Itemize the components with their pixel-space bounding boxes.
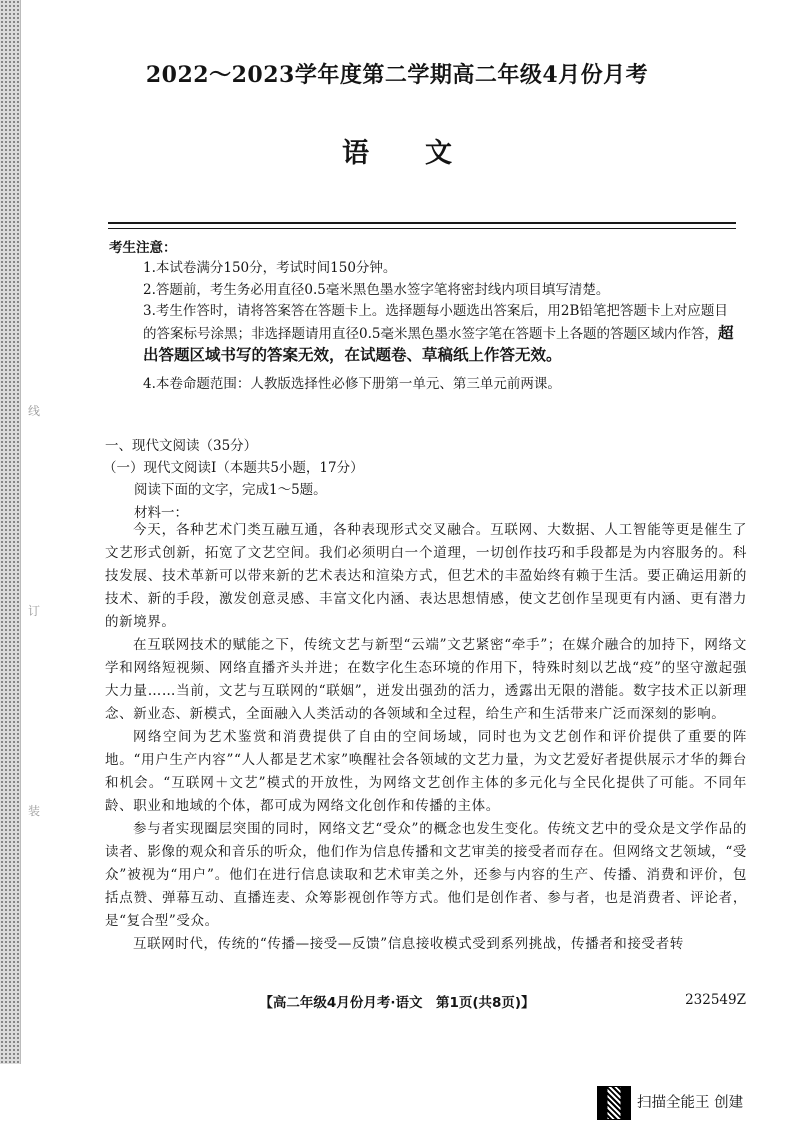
passage-paragraph: 互联网时代，传统的“传播—接受—反馈”信息接收模式受到系列挑战，传播者和接受者转 [133,936,684,952]
scanner-watermark: 扫描全能王 创建 [637,1095,744,1111]
seal-mark: 订 [27,604,40,618]
passage-paragraph: 网络空间为艺术鉴赏和消费提供了自由的空间场域，同时也为文艺创作和评价提供了重要的阵地。“用户生产内容”“人人都是艺术家”唤醒社会各领域的文艺力量，为文艺爱好者提供展示才华的舞台和机会。“互联网＋文艺”模式的开放性，为网络文艺创作主体的多元化与全民化提供了可能。不同年龄、职业和地域的个体，都可成为网络文化创作和传播的主体。 [105,729,747,814]
passage-paragraph: 今天，各种艺术门类互融互通，各种表现形式交叉融合。互联网、大数据、人工智能等更是催生了文艺形式创新，拓宽了文艺空间。我们必须明白一个道理，一切创作技巧和手段都是为内容服务的。科技发展、技术革新可以带来新的艺术表达和渲染方式，但艺术的丰盈始终有赖于生活。要正确运用新的技术、新的手段，激发创意灵感、丰富文化内涵、表达思想情感，使文艺创作呈现更有内涵、更有潜力的新境界。 [105,522,747,630]
passage-body [105,519,747,956]
material-label: 材料一： [134,505,188,521]
notice-list [143,258,739,395]
seal-mark: 线 [27,404,40,418]
exam-title: 2022～2023学年度第二学期高二年级4月份月考 [145,62,649,88]
notice-heading: 考生注意： [109,240,177,256]
passage-paragraph: 参与者实现圈层突围的同时，网络文艺“受众”的概念也发生变化。传统文艺中的受众是文学作品的读者、影像的观众和音乐的听众，他们作为信息传播和文艺审美的接受者而存在。但网络文艺领域，“受众”被视为“用户”。他们在进行信息读取和艺术审美之外，还参与内容的生产、传播、消费和评价，包括点赞、弹幕互动、直播连麦、众筹影视创作等方式。他们是创作者、参与者，也是消费者、评论者，是“复合型”受众。 [105,821,747,929]
paper-code: 232549Z [685,992,746,1008]
notice-item: 4.本卷命题范围：人教版选择性必修下册第一单元、第三单元前两课。 [143,375,561,392]
notice-item-emphasis: 超出答题区域书写的答案无效，在试题卷、草稿纸上作答无效。 [143,323,734,364]
notice-item [143,301,739,368]
notice-item: 2.答题前，考生务必用直径0.5毫米黑色墨水签字笔将密封线内项目填写清楚。 [143,281,610,298]
header-rule [108,222,736,224]
part-heading: （一）现代文阅读Ⅰ（本题共5小题，17分） [103,460,364,476]
passage-paragraph: 在互联网技术的赋能之下，传统文艺与新型“云端”文艺紧密“牵手”；在媒介融合的加持下，网络文学和网络短视频、网络直播齐头并进；在数字化生态环境的作用下，特殊时刻以艺战“疫”的坚守激起强大力量……当前，文艺与互联网的“联姻”，迸发出强劲的活力，透露出无限的潜能。数字技术正以新理念、新业态、新模式，全面融入人类活动的各领域和全过程，给生产和生活带来广泛而深刻的影响。 [105,637,747,722]
qr-code-icon [597,1086,631,1120]
notice-item-text: 3.考生作答时，请将答案答在答题卡上。选择题每小题选出答案后，用2B铅笔把答题卡上对应题目的答案标号涂黑；非选择题请用直径0.5毫米黑色墨水签字笔在答题卡上各题的答题区域内作答， [143,303,728,342]
notice-item: 1.本试卷满分150分，考试时间150分钟。 [143,260,397,276]
section-heading: 一、现代文阅读（35分） [105,438,258,454]
reading-instruction: 阅读下面的文字，完成1～5题。 [134,482,327,498]
seal-mark: 装 [27,804,40,818]
subject-title: 语文 [342,138,508,169]
header-rule-thin [108,228,736,229]
page-footer: 【高二年级4月份月考·语文 第1页(共8页)】 [259,995,535,1011]
